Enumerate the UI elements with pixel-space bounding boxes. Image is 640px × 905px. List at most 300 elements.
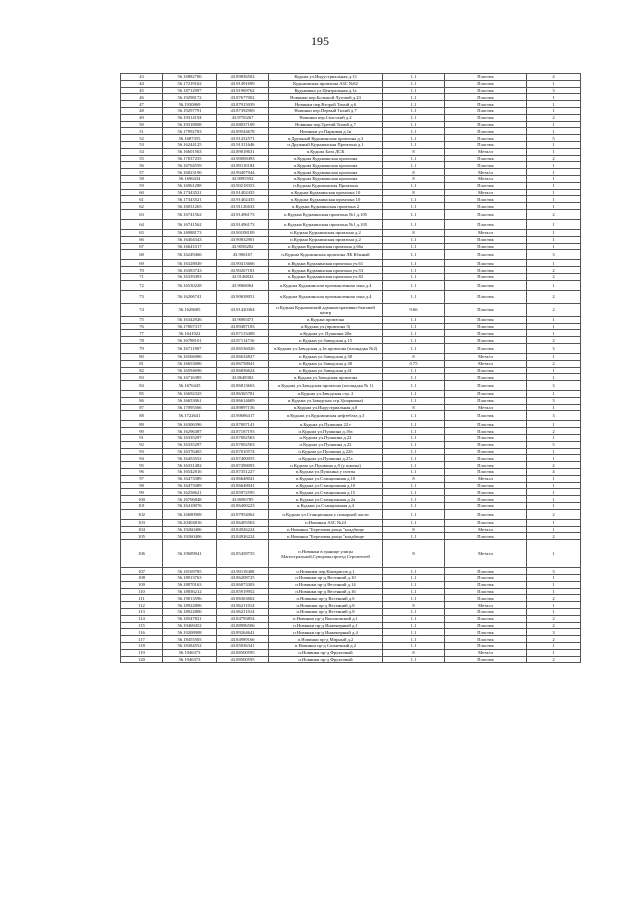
material-cell: Металл [445,175,527,182]
address-cell: Кудьминская промзона АЗС №82 [269,80,383,87]
address-cell: п.Кудьма ул.Пушкина у почты [269,469,383,476]
volume-cell: 1.1 [383,330,445,337]
material-cell: Пластик [445,656,527,663]
volume-cell: 1.1 [383,114,445,121]
volume-cell: 1.1 [383,209,445,219]
material-cell: Металл [445,148,527,155]
material-cell: Пластик [445,482,527,489]
count-cell: 1 [527,602,581,609]
material-cell: Пластик [445,260,527,267]
table-row [121,482,581,489]
material-cell: Металл [445,649,527,656]
volume-cell: 1.1 [383,323,445,330]
address-cell: п.Кудьма ул.Заводская д.1в промзона (площадка №2) [269,343,383,353]
volume-cell: 1.1 [383,391,445,398]
longitude-cell: 43.86400223 [217,503,269,510]
volume-cell: 8 [383,148,445,155]
count-cell: 1 [527,148,581,155]
address-cell: п.Кудьма ул.Пушкина д.9 (у школы) [269,462,383,469]
latitude-cell: 56.16653006 [163,360,217,367]
address-cell: п.Кудьма Кудьминская промышленная зона д.4 [269,280,383,290]
row-number-cell: 54 [121,148,163,155]
material-cell: Пластик [445,87,527,94]
row-number-cell: 110 [121,588,163,595]
count-cell: 1 [527,229,581,236]
material-cell: Пластик [445,135,527,142]
count-cell: 1 [527,581,581,588]
latitude-cell: 56.16473389 [163,482,217,489]
row-number-cell: 94 [121,455,163,462]
latitude-cell: 56.1641922 [163,330,217,337]
volume-cell: 1.1 [383,203,445,210]
row-number-cell: 93 [121,448,163,455]
table-row [121,141,581,148]
address-cell: п.Кудьма ул.Заводская стр. 2 [269,391,383,398]
count-cell: 1 [527,203,581,210]
table-row [121,162,581,169]
volume-cell: 1.1 [383,162,445,169]
material-cell: Металл [445,229,527,236]
material-cell: Пластик [445,441,527,448]
address-cell: п.Кудьма ул.Пушкина д.27а [269,455,383,462]
volume-cell: 8 [383,175,445,182]
latitude-cell: 56.18922806 [163,609,217,616]
address-cell: п.Новинки "Березовая роща "кладбище [269,526,383,533]
row-number-cell: 62 [121,203,163,210]
material-cell: Металл [445,404,527,411]
row-number-cell: 100 [121,496,163,503]
latitude-cell: 56.16716385 [163,374,217,381]
latitude-cell: 56.16641017 [163,243,217,250]
latitude-cell: 56.16653061 [163,397,217,404]
address-cell: п.Кудьма ул.Станционная д.2а [269,496,383,503]
volume-cell: 1.1 [383,196,445,203]
address-cell: п.Новинки пр-д Мирный д.2 [269,636,383,643]
longitude-cell: 43.86211014 [217,609,269,616]
latitude-cell: 56.18169785 [163,568,217,575]
table-row [121,316,581,323]
count-cell: 1 [527,141,581,148]
row-number-cell: 70 [121,267,163,274]
address-cell: п.Дружный Кудьминская Промзона д.1 [269,141,383,148]
material-cell: Пластик [445,343,527,353]
row-number-cell: 77 [121,330,163,337]
longitude-cell: 43.8696785 [217,496,269,503]
longitude-cell: 43.91420364 [217,303,269,316]
count-cell: 2 [527,595,581,602]
latitude-cell: 56.17343521 [163,189,217,196]
volume-cell: 8 [383,229,445,236]
address-cell: п.Кудьма Кудьминская промзона ЛК Южный [269,250,383,260]
volume-cell: 1.1 [383,74,445,81]
longitude-cell: 43.9146843 [217,273,269,280]
count-cell: 5 [527,441,581,448]
count-cell: 3 [527,343,581,353]
material-cell: Пластик [445,629,527,636]
table-row [121,260,581,267]
volume-cell: 1.1 [383,87,445,94]
table-row [121,455,581,462]
page-number: 195 [311,34,329,48]
address-cell: п.Кудьма ул. Пушкина 20в [269,330,383,337]
row-number-cell: 87 [121,404,163,411]
volume-cell: 1.1 [383,101,445,108]
table-row [121,428,581,435]
volume-cell: 1.1 [383,343,445,353]
count-cell: 5 [527,135,581,142]
table-row [121,509,581,519]
count-cell: 1 [527,374,581,381]
longitude-cell: 43.89018631 [217,148,269,155]
volume-cell: 1.1 [383,411,445,421]
table-row [121,128,581,135]
material-cell: Пластик [445,595,527,602]
count-cell: 3 [527,568,581,575]
row-number-cell: 52 [121,135,163,142]
address-cell: п.Кудьма ул.Заводская промзона (площадка № 1) [269,381,383,391]
address-cell: п.Кудьма ул.Заводская д.38 [269,353,383,360]
volume-cell: 1.1 [383,575,445,582]
material-cell: Пластик [445,121,527,128]
address-cell: п.Кудьма ул.Заводская д.15 [269,337,383,344]
material-cell: Пластик [445,182,527,189]
table-row [121,229,581,236]
latitude-cell: 56.17343521 [163,196,217,203]
volume-cell: 1.1 [383,397,445,404]
address-cell: п.Кудьма ул.Заводская д.41 [269,367,383,374]
address-cell: п.Кудьма ул.Заводская д.38 [269,360,383,367]
volume-cell: 1.1 [383,182,445,189]
volume-cell: 8 [383,540,445,568]
material-cell: Металл [445,540,527,568]
table-row [121,148,581,155]
latitude-cell: 56.16335297 [163,441,217,448]
longitude-cell: 43.8750267 [217,114,269,121]
longitude-cell: 43.91496173 [217,219,269,229]
table-row [121,203,581,210]
table-row [121,404,581,411]
material-cell: Пластик [445,303,527,316]
table-row [121,101,581,108]
latitude-cell: 56.16249466 [163,250,217,260]
latitude-cell: 56.18455505 [163,636,217,643]
table-row [121,540,581,568]
latitude-cell: 56.18913763 [163,575,217,582]
volume-cell: 1.1 [383,581,445,588]
longitude-cell: 43.87010574 [217,448,269,455]
address-cell: п.Новинки в границе улицы Магистральной,Суворова,проезд Строителей [269,540,383,568]
count-cell: 1 [527,496,581,503]
table-row [121,397,581,404]
count-cell: 2 [527,636,581,643]
table-row [121,489,581,496]
row-number-cell: 66 [121,236,163,243]
table-row [121,303,581,316]
longitude-cell: 43.89544678 [217,128,269,135]
material-cell: Пластик [445,374,527,381]
material-cell: Пластик [445,509,527,519]
row-number-cell: 109 [121,581,163,588]
count-cell: 2 [527,290,581,303]
material-cell: Пластик [445,316,527,323]
count-cell: 1 [527,280,581,290]
table-row [121,575,581,582]
table-row [121,87,581,94]
count-cell: 1 [527,169,581,176]
latitude-cell: 56.16680908 [163,509,217,519]
address-cell: п.Кудьма ул.Станционная д.15 [269,489,383,496]
latitude-cell: 56.17219162 [163,80,217,87]
table-row [121,649,581,656]
volume-cell: 1.1 [383,250,445,260]
volume-cell: 1.1 [383,455,445,462]
row-number-cell: 103 [121,519,163,526]
latitude-cell: 56.16306396 [163,421,217,428]
material-cell: Пластик [445,330,527,337]
latitude-cell: 56.16342926 [163,316,217,323]
volume-cell: 1.1 [383,428,445,435]
table-row [121,135,581,142]
longitude-cell: 43.91126633 [217,203,269,210]
table-row [121,503,581,510]
volume-cell: 8 [383,169,445,176]
count-cell: 1 [527,649,581,656]
row-number-cell: 58 [121,175,163,182]
table-row [121,236,581,243]
count-cell: 1 [527,391,581,398]
longitude-cell: 43.88996506 [217,622,269,629]
table-row [121,367,581,374]
material-cell: Пластик [445,588,527,595]
address-cell: п.Кудьма Кудьминская промзона №1 д.105 [269,219,383,229]
material-cell: Пластик [445,203,527,210]
row-number-cell: 56 [121,162,163,169]
longitude-cell: 43.87351227 [217,469,269,476]
latitude-cell: 56.19314194 [163,114,217,121]
count-cell: 1 [527,219,581,229]
count-cell: 3 [527,381,581,391]
material-cell: Металл [445,602,527,609]
table-row [121,343,581,353]
count-cell: 1 [527,448,581,455]
volume-cell: 1.1 [383,135,445,142]
material-cell: Пластик [445,101,527,108]
table-row [121,243,581,250]
table-row [121,622,581,629]
volume-cell: 1.1 [383,469,445,476]
address-cell: п.Кудьма ул.Кудьминская нефтебаза д.3 [269,411,383,421]
volume-cell: 1.1 [383,80,445,87]
row-number-cell: 108 [121,575,163,582]
volume-cell: 1.1 [383,374,445,381]
material-cell: Пластик [445,162,527,169]
volume-cell: 8 [383,602,445,609]
table-row [121,421,581,428]
row-number-cell: 68 [121,250,163,260]
latitude-cell: 56.1930869 [163,101,217,108]
row-number-cell: 46 [121,94,163,101]
row-number-cell: 43 [121,74,163,81]
count-cell: 1 [527,107,581,114]
latitude-cell: 56.18712997 [163,87,217,94]
latitude-cell: 56.18870163 [163,581,217,588]
table-row [121,290,581,303]
count-cell: 1 [527,353,581,360]
count-cell: 1 [527,323,581,330]
material-cell: Пластик [445,107,527,114]
volume-cell: 1.1 [383,243,445,250]
longitude-cell: 43.89836502 [217,74,269,81]
longitude-cell: 43.90832901 [217,236,269,243]
longitude-cell: 43.89487183 [217,323,269,330]
address-cell: п.Кудьма ул.(промзона 3) [269,323,383,330]
material-cell: Пластик [445,243,527,250]
material-cell: Пластик [445,469,527,476]
row-number-cell: 61 [121,196,163,203]
count-cell: 3 [527,87,581,94]
table-row [121,374,581,381]
table-row [121,441,581,448]
latitude-cell: 56.16788101 [163,337,217,344]
address-cell: п.Кудьма ул.Пушкина д.19а [269,428,383,435]
count-cell: 3 [527,629,581,636]
table-row [121,94,581,101]
address-cell: п.Кудьма Кудьминская промзона 10 [269,189,383,196]
row-number-cell: 88 [121,411,163,421]
material-cell: Пластик [445,74,527,81]
latitude-cell: 56.16601563 [163,148,217,155]
latitude-cell: 56.1722641 [163,411,217,421]
volume-cell: 8 [383,353,445,360]
latitude-cell: 56.16453552 [163,455,217,462]
row-number-cell: 82 [121,367,163,374]
row-number-cell: 105 [121,533,163,540]
longitude-cell: 43.86211014 [217,602,269,609]
volume-cell: 1.1 [383,94,445,101]
table-row [121,475,581,482]
latitude-cell: 56.19208908 [163,629,217,636]
longitude-cell: 43.86363602 [217,595,269,602]
count-cell: 1 [527,367,581,374]
material-cell: Пластик [445,367,527,374]
volume-cell: 1.1 [383,448,445,455]
count-cell: 1 [527,404,581,411]
table-row [121,588,581,595]
volume-cell: 1.1 [383,643,445,650]
count-cell: 1 [527,101,581,108]
address-cell: п.Новинки пр-д Солнечный д.2 [269,643,383,650]
table-row [121,267,581,274]
count-cell: 2 [527,360,581,367]
count-cell: 2 [527,209,581,219]
material-cell: Пластик [445,455,527,462]
volume-cell: 1.1 [383,629,445,636]
row-number-cell: 112 [121,602,163,609]
count-cell: 1 [527,260,581,267]
address-cell: Кудьминка ул.Центральная д.1а [269,87,383,94]
count-cell: 1 [527,189,581,196]
latitude-cell: 56.18547821 [163,615,217,622]
address-cell: п.Кудьма ул.Пушкина д.22б [269,448,383,455]
row-number-cell: 114 [121,615,163,622]
table-row [121,533,581,540]
latitude-cell: 56.19260406 [163,533,217,540]
address-cell: п.Новинки пр-д Инженерный д.1 [269,622,383,629]
volume-cell: 1.1 [383,128,445,135]
material-cell: Пластик [445,568,527,575]
table-row [121,519,581,526]
table-row [121,80,581,87]
latitude-cell: 56.19318008 [163,121,217,128]
material-cell: Пластик [445,219,527,229]
count-cell: 2 [527,114,581,121]
row-number-cell: 79 [121,343,163,353]
material-cell: Пластик [445,273,527,280]
row-number-cell: 76 [121,323,163,330]
longitude-cell: 43.90218353 [217,182,269,189]
latitude-cell: 56.1696434 [163,175,217,182]
count-cell: 2 [527,656,581,663]
volume-cell: 1.1 [383,509,445,519]
longitude-cell: 43.84926224 [217,526,269,533]
material-cell: Пластик [445,496,527,503]
volume-cell: 1.1 [383,568,445,575]
address-cell: п.Кудьма Кудьминская промзона д.2 [269,229,383,236]
latitude-cell: 56.16711807 [163,343,217,353]
table-row [121,219,581,229]
material-cell: Пластик [445,609,527,616]
material-cell: Пластик [445,622,527,629]
table-row [121,629,581,636]
longitude-cell: 43.9095592 [217,175,269,182]
material-cell: Пластик [445,141,527,148]
count-cell: 1 [527,94,581,101]
material-cell: Пластик [445,615,527,622]
row-number-cell: 60 [121,189,163,196]
material-cell: Металл [445,189,527,196]
address-cell: п.Кудьма Кудьминская промзона №1 д.105 [269,209,383,219]
row-number-cell: 99 [121,489,163,496]
row-number-cell: 55 [121,155,163,162]
longitude-cell: 43.91432571 [217,135,269,142]
row-number-cell: 96 [121,469,163,476]
latitude-cell: 56.19260406 [163,526,217,533]
latitude-cell: 56.17067317 [163,323,217,330]
volume-cell: 1.1 [383,656,445,663]
latitude-cell: 56.1946373 [163,649,217,656]
table-row [121,636,581,643]
count-cell: 1 [527,482,581,489]
volume-cell: 1.1 [383,595,445,602]
volume-cell: 1.1 [383,316,445,323]
latitude-cell: 56.16258621 [163,489,217,496]
table-row [121,323,581,330]
row-number-cell: 97 [121,475,163,482]
longitude-cell: 43.85458755 [217,540,269,568]
volume-cell: 1.1 [383,435,445,442]
address-cell: п.Кудьма Кудьминская промзона [269,169,383,176]
address-cell: п.Кудьма ул.Станционная д.4 [269,503,383,510]
longitude-cell: 43.86365781 [217,391,269,398]
longitude-cell: 43.87677002 [217,94,269,101]
volume-cell: 1.1 [383,141,445,148]
row-number-cell: 57 [121,169,163,176]
table-row [121,74,581,81]
table-row [121,595,581,602]
row-number-cell: 51 [121,128,163,135]
row-number-cell: 69 [121,260,163,267]
volume-cell: 1.1 [383,367,445,374]
